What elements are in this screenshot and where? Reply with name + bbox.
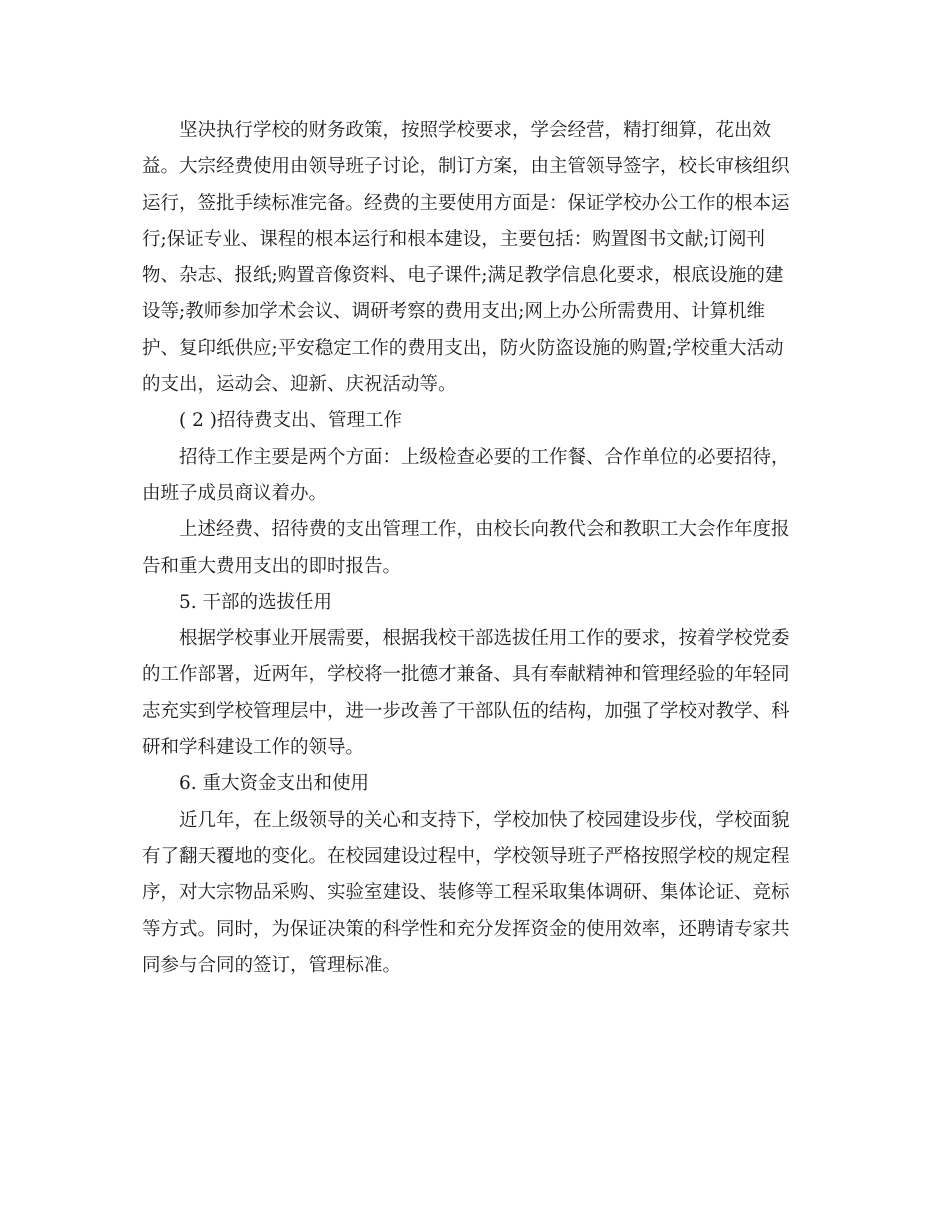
text-line: 由班子成员商议着办。 (142, 482, 328, 504)
text-line: 同参与合同的签订，管理标准。 (142, 954, 402, 976)
text-line: 行;保证专业、课程的根本运行和根本建设，主要包括：购置图书文献;订阅刊 (142, 228, 765, 250)
section-heading (142, 585, 802, 621)
text-line: 序，对大宗物品采购、实验室建设、装修等工程采取集体调研、集体论证、竞标 (142, 882, 790, 904)
text-line: 告和重大费用支出的即时报告。 (142, 555, 402, 577)
section-heading (142, 403, 802, 439)
text-line: 6. 重大资金支出和使用 (142, 773, 370, 795)
text-line: 益。大宗经费使用由领导班子讨论，制订方案，由主管领导签字，校长审核组织 (142, 156, 790, 178)
text-line: 志充实到学校管理层中，进一步改善了干部队伍的结构，加强了学校对教学、科 (142, 700, 790, 722)
document-body (142, 113, 802, 984)
text-line: ( 2 )招待费支出、管理工作 (142, 410, 402, 432)
text-line: 护、复印纸供应;平安稳定工作的费用支出，防火防盗设施的购置;学校重大活动 (142, 337, 784, 359)
text-line: 有了翻天覆地的变化。在校园建设过程中，学校领导班子严格按照学校的规定程 (142, 845, 790, 867)
text-line: 研和学科建设工作的领导。 (142, 737, 365, 759)
paragraph (142, 512, 802, 585)
paragraph (142, 440, 802, 513)
text-line: 上述经费、招待费的支出管理工作，由校长向教代会和教职工大会作年度报 (142, 519, 790, 541)
text-line: 根据学校事业开展需要，根据我校干部选拔任用工作的要求，按着学校党委 (142, 628, 790, 650)
text-line: 近几年，在上级领导的关心和支持下，学校加快了校园建设步伐，学校面貌 (142, 809, 790, 831)
text-line: 运行，签批手续标准完备。经费的主要使用方面是：保证学校办公工作的根本运 (142, 192, 790, 214)
text-line: 的工作部署，近两年，学校将一批德才兼备、具有奉献精神和管理经验的年轻同 (142, 664, 790, 686)
text-line: 等方式。同时，为保证决策的科学性和充分发挥资金的使用效率，还聘请专家共 (142, 918, 790, 940)
text-line: 5. 干部的选拔任用 (142, 591, 333, 613)
paragraph (142, 621, 802, 766)
section-heading (142, 766, 802, 802)
text-line: 坚决执行学校的财务政策，按照学校要求，学会经营，精打细算，花出效 (142, 120, 772, 141)
text-line: 设等;教师参加学术会议、调研考察的费用支出;网上办公所需费用、计算机维 (142, 301, 765, 323)
text-line: 的支出，运动会、迎新、庆祝活动等。 (142, 374, 457, 396)
paragraph (142, 113, 802, 403)
paragraph (142, 803, 802, 984)
text-line: 物、杂志、报纸;购置音像资料、电子课件;满足教学信息化要求，根底设施的建 (142, 265, 784, 287)
text-line: 招待工作主要是两个方面：上级检查必要的工作餐、合作单位的必要招待， (142, 446, 790, 468)
